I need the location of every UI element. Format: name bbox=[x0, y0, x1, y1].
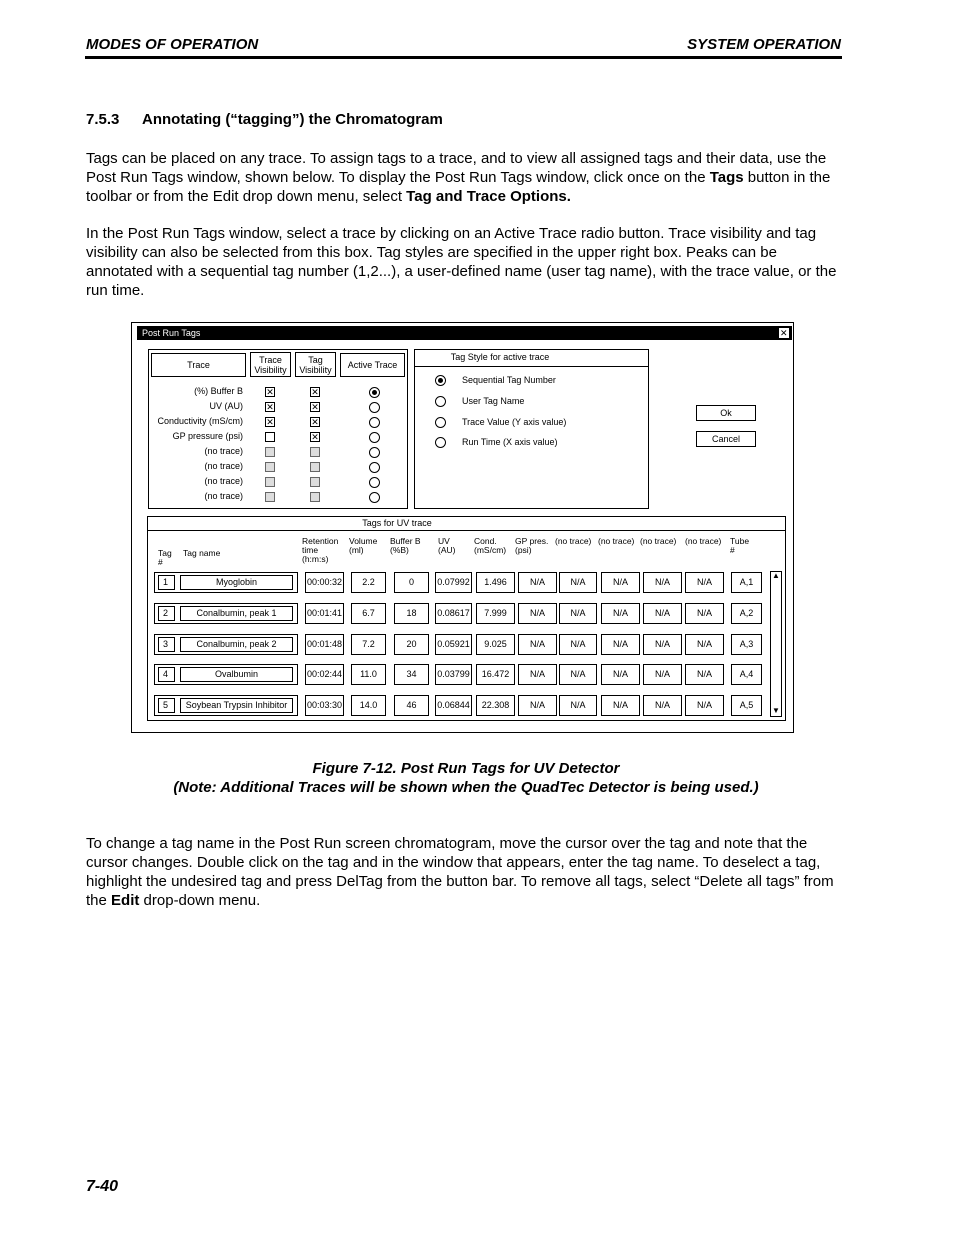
tag-value-cell: A,1 bbox=[731, 572, 762, 593]
trace-name: (no trace) bbox=[204, 446, 243, 456]
tag-number-field[interactable]: 2 bbox=[158, 606, 175, 621]
tag-visibility-checkbox[interactable] bbox=[310, 462, 320, 472]
tag-name-field[interactable]: Ovalbumin bbox=[180, 667, 293, 682]
tag-number-field[interactable]: 3 bbox=[158, 637, 175, 652]
tags-panel-divider bbox=[147, 530, 786, 531]
tag-value-cell: 9.025 bbox=[476, 634, 515, 655]
tag-name-field[interactable]: Conalbumin, peak 1 bbox=[180, 606, 293, 621]
tag-value-cell: 7.2 bbox=[351, 634, 386, 655]
trace-visibility-checkbox[interactable]: ✕ bbox=[266, 417, 274, 427]
tag-value-cell: N/A bbox=[685, 572, 724, 593]
section-title: Annotating (“tagging”) the Chromatogram bbox=[142, 111, 443, 128]
tag-visibility-checkbox[interactable]: ✕ bbox=[311, 417, 319, 427]
trace-header: Trace bbox=[151, 353, 246, 377]
trace-name: Conductivity (mS/cm) bbox=[157, 416, 243, 426]
tag-number-field[interactable]: 1 bbox=[158, 575, 175, 590]
active-trace-header: Active Trace bbox=[340, 353, 405, 377]
tag-value-cell: N/A bbox=[518, 603, 557, 624]
tag-style-radio[interactable] bbox=[435, 437, 446, 448]
tag-value-cell: 11.0 bbox=[351, 664, 386, 685]
tag-value-cell: N/A bbox=[559, 634, 597, 655]
para1-bold-tags: Tags bbox=[709, 169, 744, 186]
tag-value-cell: 14.0 bbox=[351, 695, 386, 716]
tag-value-cell: 1.496 bbox=[476, 572, 515, 593]
tag-value-cell: N/A bbox=[518, 572, 557, 593]
tag-style-radio[interactable] bbox=[435, 417, 446, 428]
scroll-up-icon[interactable]: ▲ bbox=[772, 571, 780, 580]
tags-panel-title: Tags for UV trace bbox=[362, 518, 432, 528]
tag-value-cell: N/A bbox=[601, 695, 640, 716]
para3-bold-edit: Edit bbox=[111, 892, 140, 909]
trace-visibility-checkbox[interactable] bbox=[265, 432, 275, 442]
column-header: UV (AU) bbox=[438, 536, 456, 555]
tag-value-cell: 20 bbox=[394, 634, 429, 655]
tag-value-cell: 00:03:30 bbox=[305, 695, 344, 716]
tag-value-cell: 7.999 bbox=[476, 603, 515, 624]
tag-value-cell: 0.07992 bbox=[435, 572, 472, 593]
tag-value-cell: N/A bbox=[518, 664, 557, 685]
column-header: (no trace) bbox=[685, 536, 722, 546]
para1-text: Tags can be placed on any trace. To assign tags to a trace, and to view all assigned tags and their data, use the Post Run Tags window, shown below. To display the Post Run Tags window, click once on the bbox=[86, 150, 827, 186]
active-trace-radio[interactable] bbox=[369, 447, 380, 458]
tag-value-cell: 0 bbox=[394, 572, 429, 593]
tag-style-label: Trace Value (Y axis value) bbox=[462, 417, 567, 427]
para1-text-mid: button in the toolbar or from the Edit drop down menu, select bbox=[86, 169, 831, 205]
tag-value-cell: 34 bbox=[394, 664, 429, 685]
tag-value-cell: N/A bbox=[685, 634, 724, 655]
page-number: 7-40 bbox=[86, 1178, 119, 1195]
tag-style-label: Run Time (X axis value) bbox=[462, 437, 558, 447]
trace-name: (no trace) bbox=[204, 491, 243, 501]
column-header: (no trace) bbox=[555, 536, 592, 546]
tag-visibility-checkbox[interactable] bbox=[310, 477, 320, 487]
trace-name: (no trace) bbox=[204, 461, 243, 471]
section-heading bbox=[86, 111, 443, 128]
tag-value-cell: 00:02:44 bbox=[305, 664, 344, 685]
active-trace-radio[interactable] bbox=[369, 462, 380, 473]
tag-value-cell: N/A bbox=[643, 664, 682, 685]
tag-value-cell: N/A bbox=[559, 603, 597, 624]
para3-text: To change a tag name in the Post Run screen chromatogram, move the cursor over the tag and note that the cursor changes. Double click on the tag and in the window that appears, enter the tag name. To deselect a tag, highlight the undesired tag and press DelTag from the button bar. To remove all tags, select “Delete all tags” from the bbox=[86, 835, 834, 909]
tag-value-cell: N/A bbox=[601, 603, 640, 624]
active-trace-radio[interactable] bbox=[369, 492, 380, 503]
trace-visibility-header: Trace Visibility bbox=[250, 352, 291, 377]
column-header: GP pres. (psi) bbox=[515, 536, 549, 555]
tag-value-cell: N/A bbox=[601, 634, 640, 655]
close-icon[interactable] bbox=[779, 328, 789, 338]
header-rule bbox=[85, 56, 842, 59]
active-trace-radio[interactable] bbox=[369, 402, 380, 413]
tag-value-cell: N/A bbox=[601, 664, 640, 685]
tag-value-cell: N/A bbox=[559, 664, 597, 685]
tag-value-cell: N/A bbox=[685, 664, 724, 685]
trace-visibility-checkbox[interactable]: ✕ bbox=[266, 387, 274, 397]
scroll-down-icon[interactable]: ▼ bbox=[772, 706, 780, 715]
tag-value-cell: N/A bbox=[559, 695, 597, 716]
tag-value-cell: N/A bbox=[685, 603, 724, 624]
tag-value-cell: 00:01:41 bbox=[305, 603, 344, 624]
tag-style-panel bbox=[414, 349, 649, 509]
trace-name: GP pressure (psi) bbox=[172, 431, 243, 441]
tag-value-cell: 0.06844 bbox=[435, 695, 472, 716]
tag-value-cell: N/A bbox=[643, 695, 682, 716]
active-trace-radio[interactable] bbox=[369, 417, 380, 428]
column-header: Cond. (mS/cm) bbox=[474, 536, 507, 555]
tag-visibility-checkbox[interactable] bbox=[310, 492, 320, 502]
window-title: Post Run Tags bbox=[142, 328, 201, 338]
tag-style-divider bbox=[414, 366, 649, 367]
tag-visibility-checkbox[interactable]: ✕ bbox=[311, 387, 319, 397]
cancel-button[interactable]: Cancel bbox=[696, 431, 756, 447]
tag-value-cell: 2.2 bbox=[351, 572, 386, 593]
tag-value-cell: 00:01:48 bbox=[305, 634, 344, 655]
tag-style-label: Sequential Tag Number bbox=[462, 375, 556, 385]
tag-visibility-header: Tag Visibility bbox=[295, 352, 336, 377]
active-trace-radio[interactable] bbox=[369, 477, 380, 488]
tags-scrollbar[interactable] bbox=[770, 571, 782, 717]
paragraph-1 bbox=[86, 149, 846, 206]
trace-visibility-checkbox[interactable] bbox=[265, 447, 275, 457]
ok-button[interactable]: Ok bbox=[696, 405, 756, 421]
tag-style-label: User Tag Name bbox=[462, 396, 525, 406]
tag-visibility-checkbox[interactable]: ✕ bbox=[311, 402, 319, 412]
col-header-tag-name: Tag name bbox=[183, 548, 221, 558]
paragraph-2: In the Post Run Tags window, select a trace by clicking on an Active Trace radio button. Trace visibility and tag visibility can also be selected from this box. Tag styles are specified in the upper right box. Peaks can be annotated with a sequential tag number (1,2...), a user-defined name (user tag name), with the trace value, or the run time. bbox=[86, 225, 837, 299]
para3-text-end: drop-down menu. bbox=[139, 892, 261, 909]
tag-value-cell: N/A bbox=[559, 572, 597, 593]
tag-value-cell: N/A bbox=[518, 695, 557, 716]
tag-visibility-checkbox[interactable]: ✕ bbox=[311, 432, 319, 442]
tag-value-cell: A,5 bbox=[731, 695, 762, 716]
tag-value-cell: 46 bbox=[394, 695, 429, 716]
tag-name-field[interactable]: Conalbumin, peak 2 bbox=[180, 637, 293, 652]
running-header-left: MODES OF OPERATION bbox=[86, 36, 259, 53]
tag-value-cell: 0.03799 bbox=[435, 664, 472, 685]
column-header: (no trace) bbox=[640, 536, 677, 546]
tag-value-cell: 16.472 bbox=[476, 664, 515, 685]
running-header-right: SYSTEM OPERATION bbox=[687, 36, 841, 53]
tag-value-cell: A,2 bbox=[731, 603, 762, 624]
trace-name: (no trace) bbox=[204, 476, 243, 486]
tag-value-cell: N/A bbox=[601, 572, 640, 593]
trace-visibility-checkbox[interactable] bbox=[265, 477, 275, 487]
trace-name: (%) Buffer B bbox=[194, 386, 243, 396]
trace-visibility-checkbox[interactable] bbox=[265, 462, 275, 472]
tag-value-cell: N/A bbox=[518, 634, 557, 655]
paragraph-3 bbox=[86, 834, 846, 910]
tag-visibility-checkbox[interactable] bbox=[310, 447, 320, 457]
col-header-tag-num: Tag # bbox=[158, 548, 172, 567]
window-titlebar[interactable] bbox=[137, 326, 792, 340]
tag-value-cell: A,4 bbox=[731, 664, 762, 685]
tag-value-cell: A,3 bbox=[731, 634, 762, 655]
column-header: Retention time (h:m:s) bbox=[302, 536, 339, 564]
tag-value-cell: N/A bbox=[643, 603, 682, 624]
tag-style-title: Tag Style for active trace bbox=[450, 352, 550, 362]
column-header: Volume (ml) bbox=[349, 536, 378, 555]
tag-name-field[interactable]: Soybean Trypsin Inhibitor bbox=[180, 698, 293, 713]
figure-caption-title: Figure 7-12. Post Run Tags for UV Detector bbox=[312, 760, 620, 777]
tag-value-cell: 00:00:32 bbox=[305, 572, 344, 593]
tag-value-cell: 6.7 bbox=[351, 603, 386, 624]
para1-bold-menu: Tag and Trace Options. bbox=[406, 188, 571, 205]
tag-name-field[interactable]: Myoglobin bbox=[180, 575, 293, 590]
active-trace-radio[interactable] bbox=[369, 387, 380, 398]
trace-name: UV (AU) bbox=[209, 401, 243, 411]
tag-value-cell: 22.308 bbox=[476, 695, 515, 716]
column-header: Buffer B (%B) bbox=[390, 536, 421, 555]
tag-value-cell: 18 bbox=[394, 603, 429, 624]
tag-number-field[interactable]: 4 bbox=[158, 667, 175, 682]
tag-value-cell: 0.05921 bbox=[435, 634, 472, 655]
tag-value-cell: N/A bbox=[643, 634, 682, 655]
active-trace-radio[interactable] bbox=[369, 432, 380, 443]
tag-style-radio[interactable] bbox=[435, 375, 446, 386]
tag-value-cell: N/A bbox=[643, 572, 682, 593]
tag-style-radio[interactable] bbox=[435, 396, 446, 407]
trace-visibility-checkbox[interactable]: ✕ bbox=[266, 402, 274, 412]
tag-number-field[interactable]: 5 bbox=[158, 698, 175, 713]
tag-value-cell: 0.08617 bbox=[435, 603, 472, 624]
column-header: Tube # bbox=[730, 536, 750, 555]
trace-visibility-checkbox[interactable] bbox=[265, 492, 275, 502]
column-header: (no trace) bbox=[598, 536, 635, 546]
section-number: 7.5.3 bbox=[86, 111, 120, 128]
figure-caption-note: (Note: Additional Traces will be shown when the QuadTec Detector is being used.) bbox=[173, 779, 759, 796]
tag-value-cell: N/A bbox=[685, 695, 724, 716]
